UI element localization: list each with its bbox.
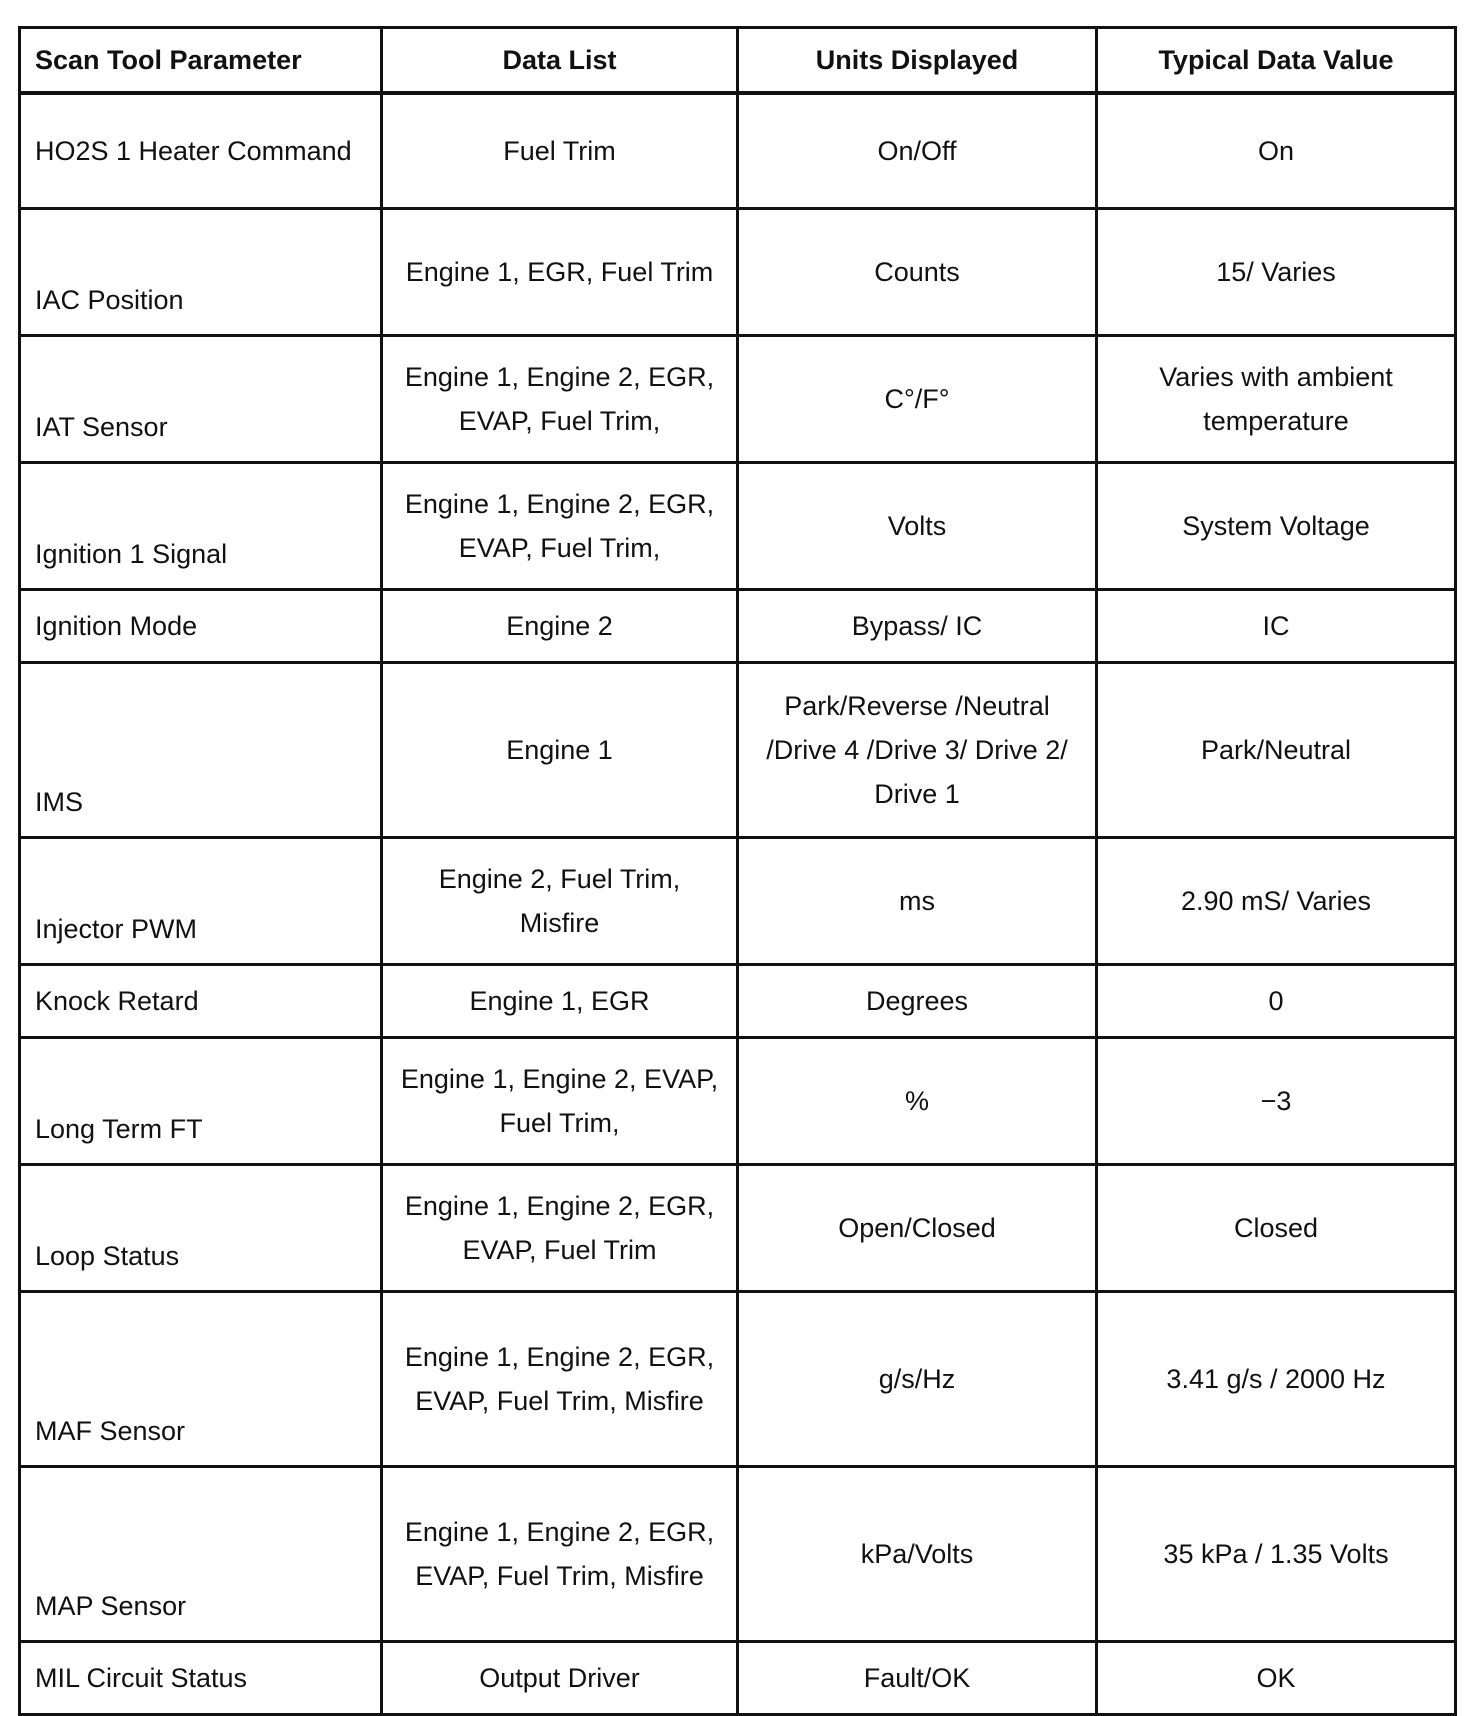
typical-value-cell: OK bbox=[1097, 1642, 1456, 1715]
table-row bbox=[20, 1467, 1456, 1642]
table-row bbox=[20, 965, 1456, 1038]
data-list-cell: Output Driver bbox=[382, 1642, 738, 1715]
units-cell: On/Off bbox=[738, 93, 1097, 209]
parameter-cell: Long Term FT bbox=[20, 1038, 382, 1165]
table-row bbox=[20, 209, 1456, 336]
column-header-units: Units Displayed bbox=[738, 28, 1097, 94]
data-list-cell: Engine 1, EGR, Fuel Trim bbox=[382, 209, 738, 336]
units-cell: Park/Reverse /Neutral /Drive 4 /Drive 3/ Drive 2/ Drive 1 bbox=[738, 663, 1097, 838]
data-list-cell: Engine 1 bbox=[382, 663, 738, 838]
units-cell: kPa/Volts bbox=[738, 1467, 1097, 1642]
table-row bbox=[20, 93, 1456, 209]
typical-value-cell: IC bbox=[1097, 590, 1456, 663]
data-list-cell: Engine 1, Engine 2, EGR, EVAP, Fuel Trim bbox=[382, 1165, 738, 1292]
parameter-cell: MAF Sensor bbox=[20, 1292, 382, 1467]
data-list-cell: Engine 1, EGR bbox=[382, 965, 738, 1038]
typical-value-cell: Closed bbox=[1097, 1165, 1456, 1292]
table-row bbox=[20, 590, 1456, 663]
parameter-cell: Loop Status bbox=[20, 1165, 382, 1292]
data-list-cell: Engine 1, Engine 2, EGR, EVAP, Fuel Trim, Misfire bbox=[382, 1467, 738, 1642]
typical-value-cell: System Voltage bbox=[1097, 463, 1456, 590]
data-list-cell: Engine 1, Engine 2, EVAP, Fuel Trim, bbox=[382, 1038, 738, 1165]
typical-value-cell: Varies with ambient temperature bbox=[1097, 336, 1456, 463]
parameter-cell: MIL Circuit Status bbox=[20, 1642, 382, 1715]
units-cell: Bypass/ IC bbox=[738, 590, 1097, 663]
data-list-cell: Engine 1, Engine 2, EGR, EVAP, Fuel Trim, Misfire bbox=[382, 1292, 738, 1467]
parameter-cell: HO2S 1 Heater Command bbox=[20, 93, 382, 209]
column-header-parameter: Scan Tool Parameter bbox=[20, 28, 382, 94]
parameter-cell: Knock Retard bbox=[20, 965, 382, 1038]
parameter-cell: MAP Sensor bbox=[20, 1467, 382, 1642]
table-row bbox=[20, 838, 1456, 965]
units-cell: Open/Closed bbox=[738, 1165, 1097, 1292]
units-cell: Volts bbox=[738, 463, 1097, 590]
parameter-cell: Ignition Mode bbox=[20, 590, 382, 663]
typical-value-cell: On bbox=[1097, 93, 1456, 209]
scan-tool-data-table bbox=[18, 26, 1457, 1716]
units-cell: g/s/Hz bbox=[738, 1292, 1097, 1467]
data-list-cell: Fuel Trim bbox=[382, 93, 738, 209]
table-row bbox=[20, 1642, 1456, 1715]
units-cell: ms bbox=[738, 838, 1097, 965]
table-header-row bbox=[20, 28, 1456, 94]
parameter-cell: IMS bbox=[20, 663, 382, 838]
typical-value-cell: 3.41 g/s / 2000 Hz bbox=[1097, 1292, 1456, 1467]
typical-value-cell: Park/Neutral bbox=[1097, 663, 1456, 838]
table-row bbox=[20, 463, 1456, 590]
typical-value-cell: 35 kPa / 1.35 Volts bbox=[1097, 1467, 1456, 1642]
table-row bbox=[20, 1165, 1456, 1292]
typical-value-cell: −3 bbox=[1097, 1038, 1456, 1165]
typical-value-cell: 15/ Varies bbox=[1097, 209, 1456, 336]
column-header-typical-value: Typical Data Value bbox=[1097, 28, 1456, 94]
parameter-cell: IAT Sensor bbox=[20, 336, 382, 463]
table-row bbox=[20, 336, 1456, 463]
parameter-cell: IAC Position bbox=[20, 209, 382, 336]
units-cell: Counts bbox=[738, 209, 1097, 336]
units-cell: Fault/OK bbox=[738, 1642, 1097, 1715]
units-cell: Degrees bbox=[738, 965, 1097, 1038]
units-cell: C°/F° bbox=[738, 336, 1097, 463]
table-row bbox=[20, 663, 1456, 838]
table-row bbox=[20, 1038, 1456, 1165]
data-list-cell: Engine 1, Engine 2, EGR, EVAP, Fuel Trim, bbox=[382, 463, 738, 590]
typical-value-cell: 2.90 mS/ Varies bbox=[1097, 838, 1456, 965]
typical-value-cell: 0 bbox=[1097, 965, 1456, 1038]
parameter-cell: Injector PWM bbox=[20, 838, 382, 965]
table-row bbox=[20, 1292, 1456, 1467]
data-list-cell: Engine 2, Fuel Trim, Misfire bbox=[382, 838, 738, 965]
column-header-data-list: Data List bbox=[382, 28, 738, 94]
parameter-cell: Ignition 1 Signal bbox=[20, 463, 382, 590]
data-list-cell: Engine 2 bbox=[382, 590, 738, 663]
units-cell: % bbox=[738, 1038, 1097, 1165]
data-list-cell: Engine 1, Engine 2, EGR, EVAP, Fuel Trim, bbox=[382, 336, 738, 463]
